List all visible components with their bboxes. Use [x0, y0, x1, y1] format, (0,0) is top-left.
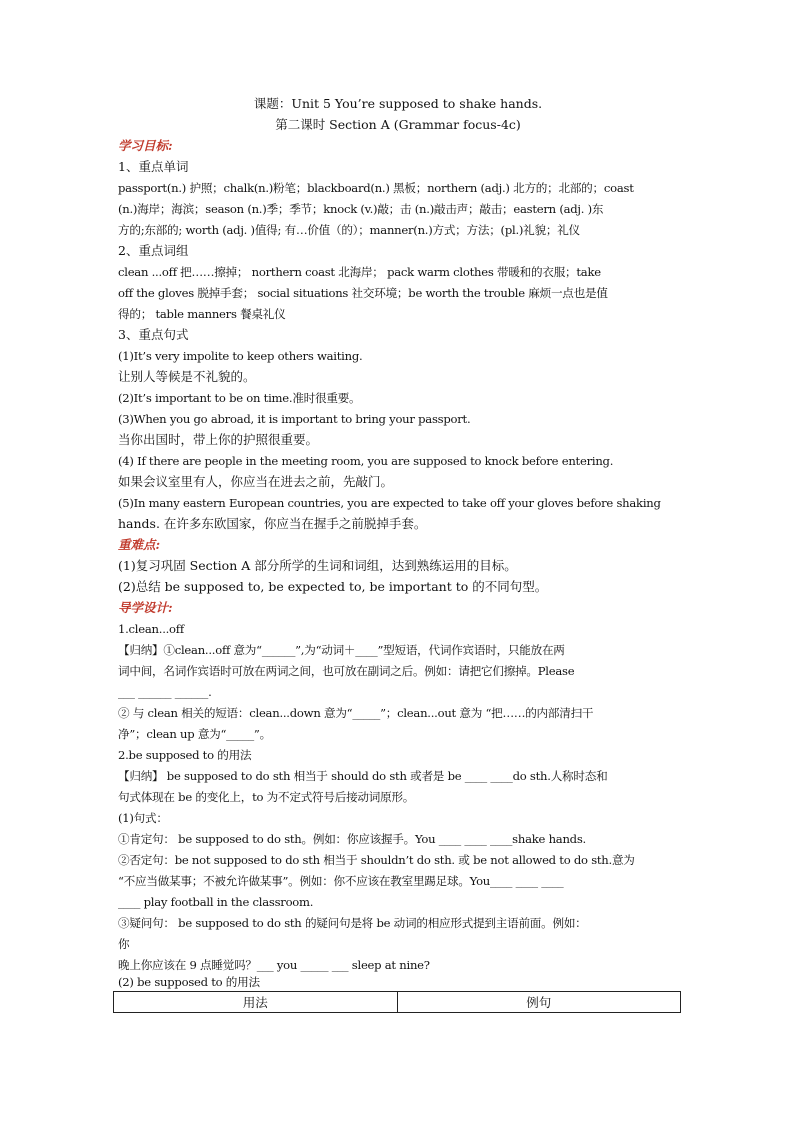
text-line: (n.)海岸；海滨；season (n.)季；季节；knock (v.)敲；击 (n.)敲击声；敲击；eastern (adj. )东	[118, 202, 604, 216]
text-line: (5)In many eastern European countries, you are expected to take off your gloves before shaking	[118, 496, 661, 510]
text-line: “不应当做某事；不被允许做某事”。例如：你不应该在教室里踢足球。You____ ____ ____	[118, 874, 564, 888]
table-row	[114, 992, 681, 1013]
heading-key-words: 1、重点单词	[118, 159, 189, 174]
text-line: 方的;东部的; worth (adj. )值得; 有…价值（的）；manner(n.)方式；方法；(pl.)礼貌；礼仪	[118, 223, 580, 237]
text-line: ③疑问句： be supposed to do sth 的疑问句是将 be 动词的相应形式提到主语前面。例如：	[118, 916, 587, 930]
section-heading-key-points: 重难点:	[118, 537, 161, 552]
text-line: clean ...off 把……擦掉； northern coast 北海岸； pack warm clothes 带暖和的衣服；take	[118, 265, 601, 279]
text-line: ①肯定句： be supposed to do sth。例如：你应该握手。You ____ ____ ____shake hands.	[118, 832, 586, 846]
text-line: (4) If there are people in the meeting room, you are supposed to knock before entering.	[118, 454, 614, 468]
text-line: off the gloves 脱掉手套； social situations 社交环境；be worth the trouble 麻烦一点也是值	[118, 286, 608, 300]
text-line: (2)总结 be supposed to, be expected to, be important to 的不同句型。	[118, 579, 548, 594]
text-line: 1.clean...off	[118, 622, 184, 636]
table-header-usage: 用法	[114, 992, 398, 1013]
text-line: ②否定句：be not supposed to do sth 相当于 shouldn’t do sth. 或 be not allowed to do sth.意为	[118, 853, 635, 867]
text-line: 【归纳】①clean...off 意为“______”,为“动词＋____”型短语，代词作宾语时，只能放在两	[118, 643, 565, 657]
lesson-subtitle: 第二课时 Section A (Grammar focus-4c)	[275, 117, 521, 132]
text-line: 2.be supposed to 的用法	[118, 748, 252, 762]
text-line: 净”；clean up 意为“_____”。	[118, 727, 271, 741]
text-line: 晚上你应该在 9 点睡觉吗？___ you _____ ___ sleep at nine?	[118, 958, 430, 972]
section-heading-objectives: 学习目标:	[118, 138, 173, 153]
heading-key-sentences: 3、重点句式	[118, 327, 189, 342]
section-heading-guide: 导学设计:	[118, 600, 173, 615]
text-line: (1)句式：	[118, 811, 168, 825]
usage-table	[113, 991, 681, 1013]
text-line: (2)It’s important to be on time.准时很重要。	[118, 391, 361, 405]
text-line: ____ play football in the classroom.	[118, 895, 314, 909]
text-line: (1)复习巩固 Section A 部分所学的生词和词组，达到熟练运用的目标。	[118, 558, 517, 573]
text-line: ___ ______ ______.	[118, 685, 212, 699]
text-line: ② 与 clean 相关的短语：clean...down 意为“_____”；clean...out 意为 “把……的内部清扫干	[118, 706, 594, 720]
text-line: 得的； table manners 餐桌礼仪	[118, 307, 286, 321]
text-line: 【归纳】 be supposed to do sth 相当于 should do sth 或者是 be ____ ____do sth.人称时态和	[118, 769, 608, 783]
heading-key-phrases: 2、重点词组	[118, 243, 189, 258]
text-line: 如果会议室里有人，你应当在进去之前，先敲门。	[118, 474, 394, 489]
text-line: hands. 在许多东欧国家，你应当在握手之前脱掉手套。	[118, 516, 427, 531]
text-line: (1)It’s very impolite to keep others waiting.	[118, 349, 363, 363]
text-line: passport(n.) 护照；chalk(n.)粉笔；blackboard(n.) 黑板；northern (adj.) 北方的；北部的；coast	[118, 181, 634, 195]
text-line: 你	[118, 937, 130, 951]
text-line: 句式体现在 be 的变化上，to 为不定式符号后接动词原形。	[118, 790, 415, 804]
text-line: (2) be supposed to 的用法	[118, 975, 260, 989]
table-header-example: 例句	[397, 992, 681, 1013]
text-line: (3)When you go abroad, it is important to bring your passport.	[118, 412, 471, 426]
text-line: 让别人等候是不礼貌的。	[118, 369, 256, 384]
text-line: 词中间，名词作宾语时可放在两词之间，也可放在副词之后。例如：请把它们擦掉。Please	[118, 664, 575, 678]
text-line: 当你出国时，带上你的护照很重要。	[118, 432, 319, 447]
lesson-title: 课题：Unit 5 You’re supposed to shake hands.	[253, 96, 543, 111]
